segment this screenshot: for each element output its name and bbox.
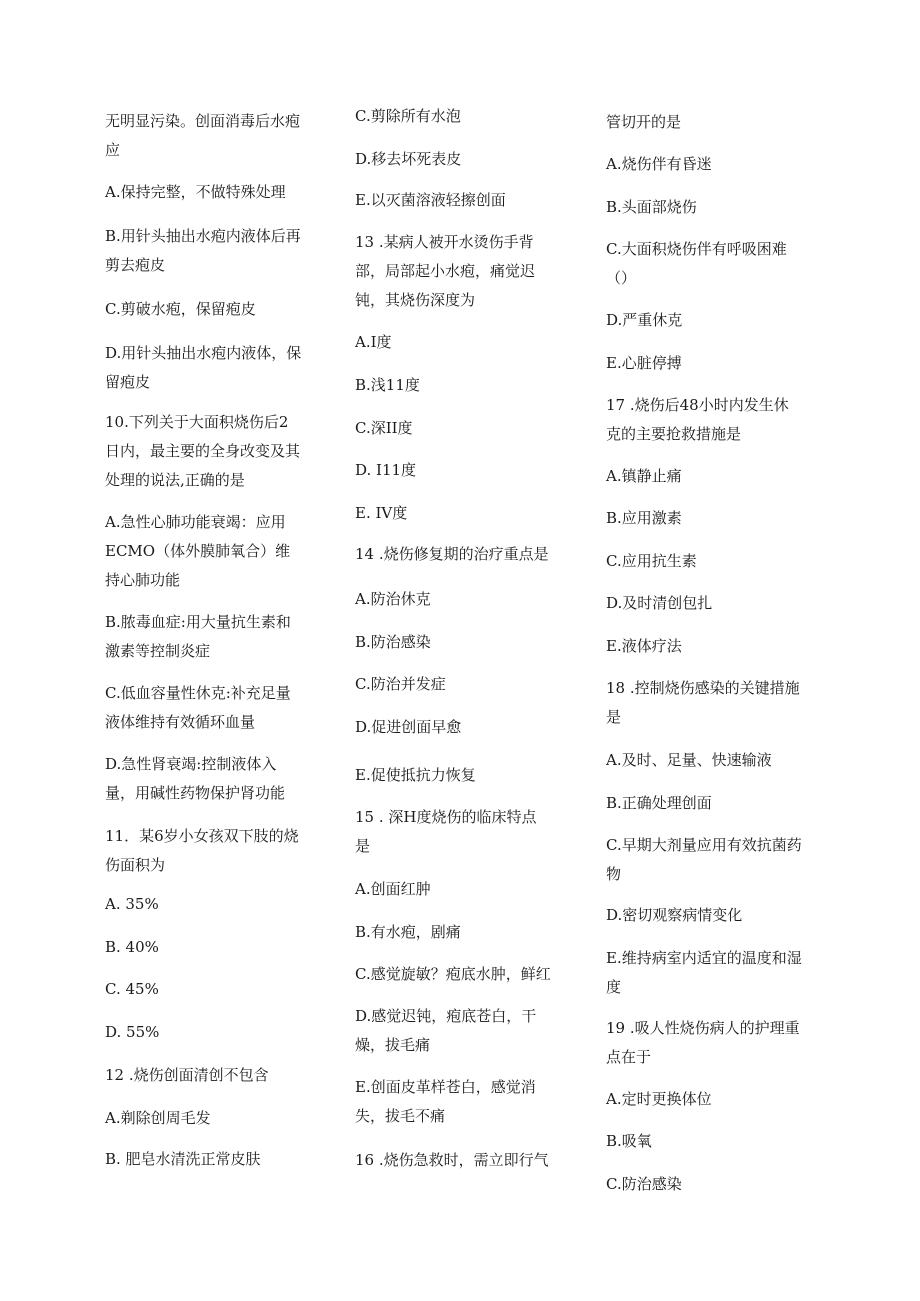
text-line: B. 40% (105, 938, 159, 956)
text-line: A.创面红肿 (355, 880, 431, 898)
text-line: D.移去坏死表皮 (355, 150, 462, 168)
text-line: B.用针头抽出水疱内液体后再 (105, 227, 301, 245)
text-line: 剪去疱皮 (105, 256, 166, 274)
text-line: 11．某6岁小女孩双下肢的烧 (105, 827, 299, 845)
text-line: 管切开的是 (606, 113, 682, 131)
text-line: B.浅11度 (355, 376, 420, 394)
text-line: 失，拔毛不痛 (355, 1107, 446, 1125)
text-line: 无明显污染。创面消毒后水疱 (105, 112, 301, 130)
text-line: A. 35% (105, 895, 159, 913)
text-line: D.促进创面早愈 (355, 718, 462, 736)
text-line: 日内，最主要的全身改变及其 (105, 442, 301, 460)
text-line: 应 (105, 141, 121, 159)
text-line: E.维持病室内适宜的温度和湿 (606, 949, 802, 967)
text-line: E.心脏停搏 (606, 354, 682, 372)
text-line: （） (606, 269, 637, 287)
text-line: A.急性心肺功能衰竭：应用 (105, 513, 286, 531)
text-line: D.严重休克 (606, 311, 683, 329)
text-line: D.急性肾衰竭:控制液体入 (105, 755, 277, 773)
text-line: 18 .控制烧伤感染的关键措施 (606, 679, 800, 697)
text-line: 13 .某病人被开水烫伤手背 (355, 233, 534, 251)
text-line: 12 .烧伤创面清创不包含 (105, 1066, 269, 1084)
text-line: C.大面积烧伤伴有呼吸困难 (606, 240, 787, 258)
text-line: 是 (606, 708, 622, 726)
text-line: 物 (606, 865, 622, 883)
text-line: A.I度 (355, 333, 392, 351)
text-line: B.应用激素 (606, 509, 682, 527)
text-line: B.防治感染 (355, 633, 431, 651)
text-line: 是 (355, 837, 371, 855)
text-line: E.以灭菌溶液轻擦创面 (355, 191, 506, 209)
text-line: A.防治休克 (355, 590, 431, 608)
text-line: B.有水疱，剧痛 (355, 923, 461, 941)
text-line: E.液体疗法 (606, 637, 682, 655)
text-line: 10.下列关于大面积烧伤后2 (105, 413, 289, 431)
text-line: B.头面部烧伤 (606, 198, 697, 216)
text-line: 克的主要抢救措施是 (606, 425, 742, 443)
text-line: C.深II度 (355, 419, 413, 437)
text-line: C. 45% (105, 980, 159, 998)
text-line: D.用针头抽出水疱内液体，保 (105, 344, 302, 362)
text-line: 液体维持有效循环血量 (105, 713, 256, 731)
text-line: C.防治并发症 (355, 675, 446, 693)
text-line: 15 . 深H度烧伤的临床特点 (355, 808, 537, 826)
text-line: C.感觉旋敏？疱底水肿，鲜红 (355, 965, 551, 983)
text-line: A.及时、足量、快速输液 (606, 751, 772, 769)
text-line: E.创面皮革样苍白，感觉消 (355, 1078, 536, 1096)
text-line: B. 肥皂水清洗正常皮肤 (105, 1150, 261, 1168)
text-line: 点在于 (606, 1048, 652, 1066)
text-line: 19 .吸人性烧伤病人的护理重 (606, 1019, 800, 1037)
text-line: A.保持完整，不做特殊处理 (105, 183, 286, 201)
text-line: 17 .烧伤后48小时内发生休 (606, 396, 789, 414)
text-line: D.感觉迟钝，疱底苍白，干 (355, 1007, 537, 1025)
text-line: B.脓毒血症:用大量抗生素和 (105, 613, 291, 631)
text-line: D. 55% (105, 1023, 160, 1041)
text-line: C.低血容量性休克:补充足量 (105, 684, 291, 702)
text-line: 伤面积为 (105, 856, 166, 874)
text-line: C.早期大剂量应用有效抗菌药 (606, 836, 802, 854)
text-line: 度 (606, 978, 622, 996)
text-line: 激素等控制炎症 (105, 642, 211, 660)
text-line: D.密切观察病情变化 (606, 906, 743, 924)
text-line: C.应用抗生素 (606, 552, 697, 570)
text-line: 部，局部起小水疱，痛觉迟 (355, 262, 536, 280)
text-line: 燥，拔毛痛 (355, 1036, 431, 1054)
text-line: C.防治感染 (606, 1175, 682, 1193)
text-line: A.剃除创周毛发 (105, 1109, 211, 1127)
text-line: A.烧伤伴有昏迷 (606, 155, 712, 173)
text-line: D.及时清创包扎 (606, 594, 713, 612)
text-line: A.镇静止痛 (606, 467, 682, 485)
text-line: ECMO（体外膜肺氧合）维 (105, 542, 291, 560)
text-line: E. IV度 (355, 504, 408, 522)
text-line: C.剪破水疱，保留疱皮 (105, 300, 256, 318)
text-line: B.正确处理创面 (606, 794, 712, 812)
text-line: E.促使抵抗力恢复 (355, 766, 476, 784)
text-line: 钝，其烧伤深度为 (355, 291, 476, 309)
text-line: 16 .烧伤急救时，需立即行气 (355, 1151, 549, 1169)
text-line: 处理的说法,正确的是 (105, 471, 245, 489)
text-line: 14 .烧伤修复期的治疗重点是 (355, 545, 549, 563)
text-line: 量，用碱性药物保护肾功能 (105, 784, 286, 802)
text-line: B.吸氧 (606, 1132, 652, 1150)
text-line: C.剪除所有水泡 (355, 107, 461, 125)
text-line: D. I11度 (355, 461, 417, 479)
text-line: A.定时更换体位 (606, 1090, 712, 1108)
text-line: 留疱皮 (105, 373, 151, 391)
text-line: 持心肺功能 (105, 571, 181, 589)
